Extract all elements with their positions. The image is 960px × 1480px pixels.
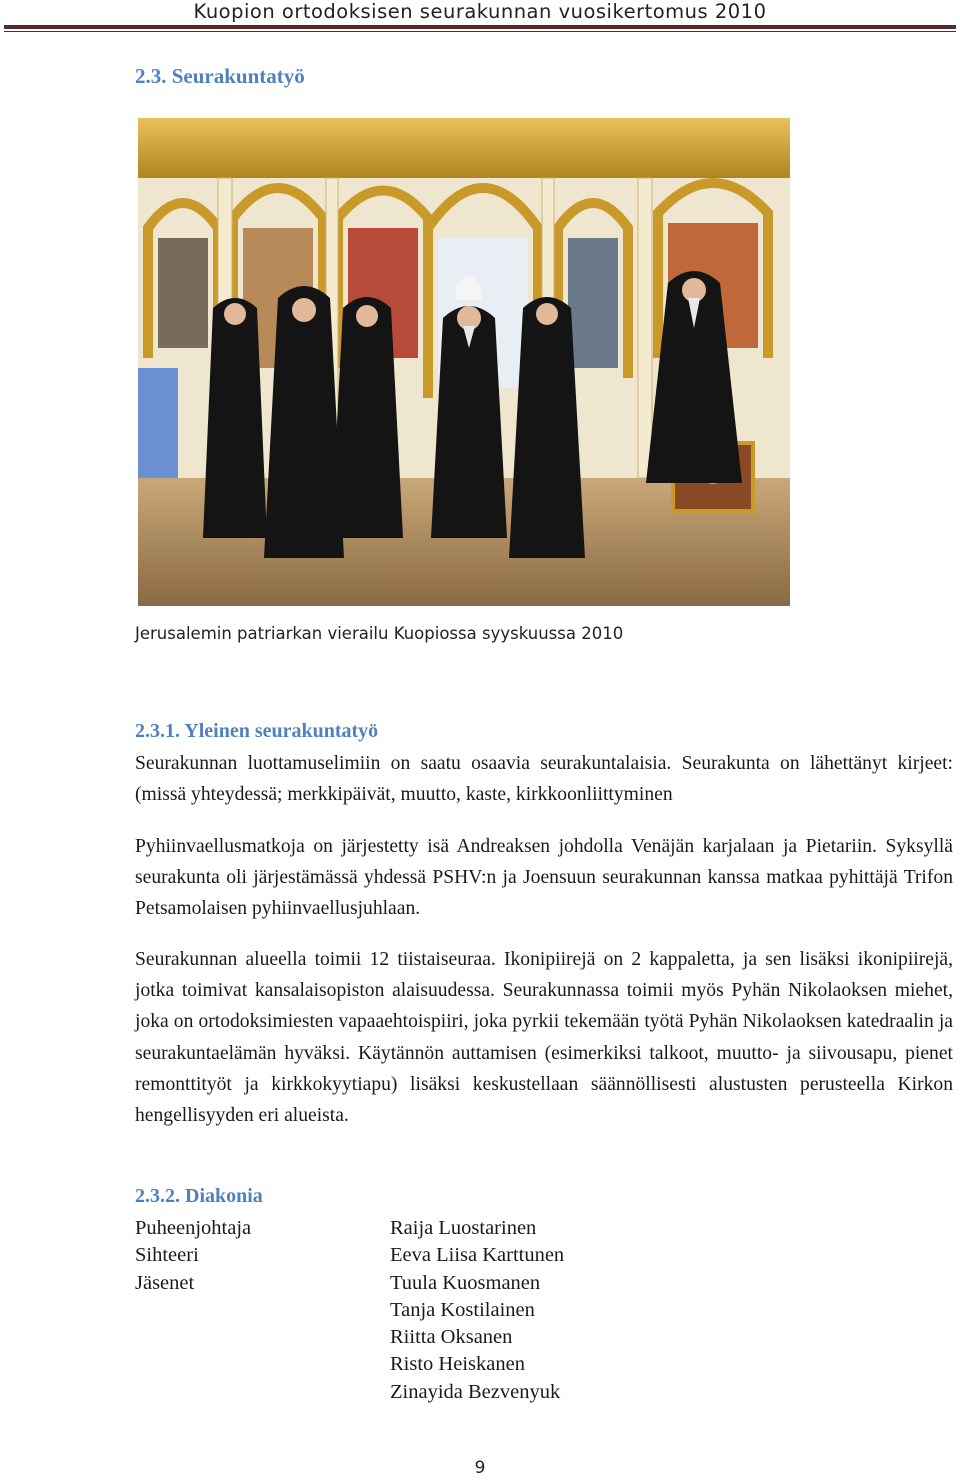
subsection-heading-diakonia: 2.3.2. Diakonia	[135, 1185, 263, 1207]
member-name: Tanja Kostilainen	[390, 1298, 535, 1321]
diakonia-roles	[135, 1215, 251, 1297]
paragraph-text: Seurakunnan luottamuselimiin on saatu osaavia seurakuntalaisia. Seurakunta on lähettänyt kirjeet: (missä yhteydessä; merkkipäivät, muutto, kaste, kirkkoonliittyminen	[135, 753, 953, 806]
page-header	[0, 0, 960, 36]
subsection-heading-general: 2.3.1. Yleinen seurakuntatyö	[135, 720, 379, 742]
paragraph-text: Seurakunnan alueella toimii 12 tiistaiseuraa. Ikonipiirejä on 2 kappaletta, ja sen lisäksi ikonipiirejä, jotka toimivat kansalaisopiston alaisuudessa. Seurakunnassa toimii myös Pyhän Nikolaoksen miehet, joka on ortodoksimiesten vapaaehtoispiiri, joka pyrkii tekemään työtä Pyhän Nikolaoksen katedraalin ja seurakuntaelämän hyväksi. Käytännön auttamisen (esimerkiksi talkoot, muutto- ja siivousapu, pienet remonttityöt ja kirkkokyytiapu) lisäksi keskustellaan säännöllisesti alustusten perusteella Kirkon hengellisyyden eri alueista.	[135, 949, 953, 1127]
church-photo	[138, 118, 790, 606]
role-label: Puheenjohtaja	[135, 1217, 252, 1239]
paragraph-text: Pyhiinvaellusmatkoja on järjestetty isä Andreaksen johdolla Venäjän karjalaan ja Pietariin. Syksyllä seurakunta oli järjestämässä yhdessä PSHV:n ja Joensuun seurakunnan kanssa matkaa pyhittäjä Trifon Petsamolaisen pyhiinvaellusjuhlaan.	[135, 836, 953, 920]
photo-caption: Jerusalemin patriarkan vierailu Kuopiossa syyskuussa 2010	[135, 624, 624, 643]
header-rule-thick	[4, 25, 956, 29]
header-rule-thin	[4, 31, 956, 32]
member-name: Risto Heiskanen	[390, 1353, 525, 1376]
role-label: Jäsenet	[135, 1271, 195, 1294]
paragraph-groups	[135, 944, 953, 1131]
diakonia-members	[390, 1215, 564, 1406]
member-name: Riitta Oksanen	[390, 1326, 513, 1349]
page-number: 9	[474, 1458, 486, 1478]
paragraph-letters	[135, 748, 953, 810]
member-name: Eeva Liisa Karttunen	[390, 1244, 565, 1267]
role-label: Sihteeri	[135, 1244, 199, 1267]
member-name: Raija Luostarinen	[390, 1217, 537, 1239]
section-heading: 2.3. Seurakuntatyö	[135, 64, 305, 88]
paragraph-pilgrimage	[135, 831, 953, 925]
church-photo-illustration	[138, 118, 790, 606]
member-name: Zinayida Bezvenyuk	[390, 1380, 561, 1403]
member-name: Tuula Kuosmanen	[390, 1271, 541, 1294]
header-title: Kuopion ortodoksisen seurakunnan vuosikertomus 2010	[193, 0, 767, 23]
